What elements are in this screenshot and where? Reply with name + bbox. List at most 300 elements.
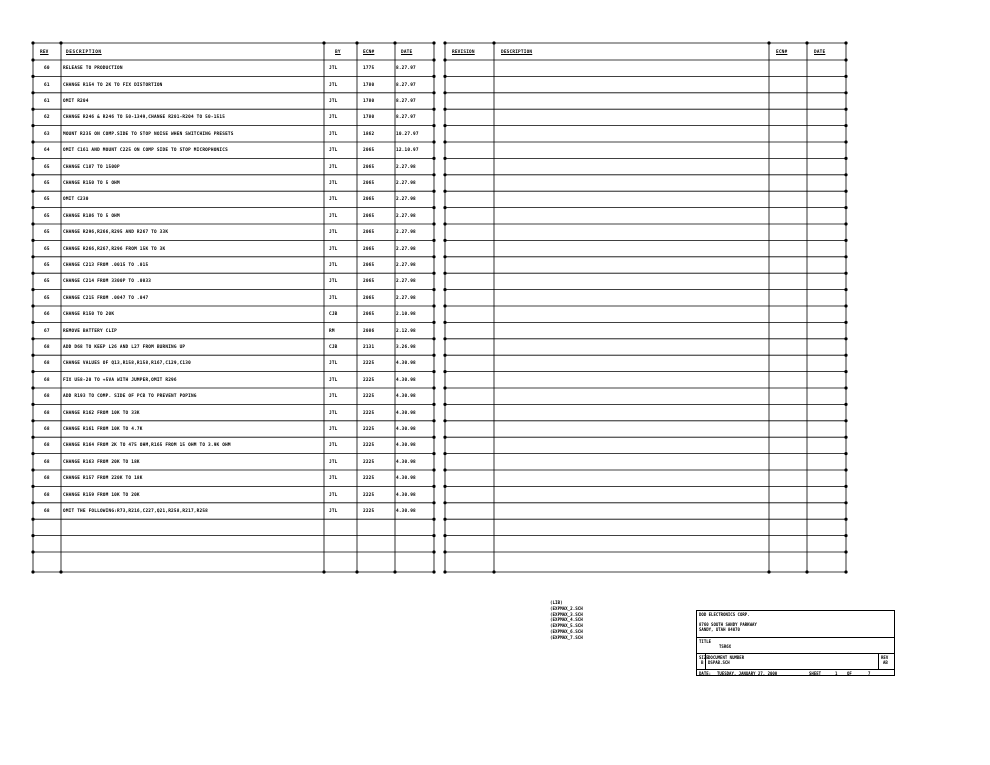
- junction-dot: [31, 304, 34, 307]
- cell-description: CHANGE VALUES OF Q13,R158,R158,R167,C129,C130: [63, 361, 191, 367]
- junction-dot: [443, 288, 446, 291]
- cell-date: 4.30.98: [396, 476, 416, 482]
- junction-dot: [443, 108, 446, 111]
- junction-dot: [432, 58, 435, 61]
- cell-ecn: 2225: [363, 394, 375, 400]
- cell-rev: 68: [44, 492, 50, 498]
- junction-dot: [31, 370, 34, 373]
- cell-by: JTL: [329, 164, 338, 170]
- header-revision: REVISION: [452, 50, 475, 55]
- cell-date: 4.30.98: [396, 361, 416, 367]
- junction-dot: [31, 321, 34, 324]
- cell-date: 8.27.97: [396, 82, 416, 88]
- junction-dot: [443, 255, 446, 258]
- cell-date: 8.27.97: [396, 115, 416, 121]
- junction-dot: [443, 518, 446, 521]
- cell-ecn: 1775: [363, 66, 375, 72]
- cell-rev: 67: [44, 328, 50, 334]
- cell-ecn: 2065: [363, 263, 375, 268]
- cell-description: CHANGE R163 FROM 20K TO 18K: [63, 459, 140, 465]
- junction-dot: [31, 206, 34, 209]
- junction-dot: [432, 41, 435, 44]
- cell-rev: 68: [44, 476, 50, 482]
- junction-dot: [844, 354, 847, 357]
- cell-description: CHANGE R154 TO 2K TO FIX DISTORTION: [63, 82, 163, 88]
- cell-ecn: 2225: [363, 492, 375, 498]
- junction-dot: [31, 534, 34, 537]
- cell-rev: 65: [44, 181, 50, 186]
- cell-ecn: 2225: [363, 509, 375, 514]
- junction-dot: [443, 304, 446, 307]
- junction-dot: [844, 272, 847, 275]
- cell-rev: 68: [44, 377, 50, 383]
- junction-dot: [844, 239, 847, 242]
- cell-ecn: 2065: [363, 279, 375, 285]
- of-label: OF: [847, 671, 852, 676]
- junction-dot: [805, 570, 808, 573]
- cell-description: FIX U58-20 TO +5VA WITH JUMPER,OMIT R296: [63, 377, 177, 383]
- cell-description: ADD D68 TO KEEP L26 AND L27 FROM BURNING UP: [63, 345, 186, 350]
- cell-ecn: 2065: [363, 295, 375, 301]
- library-entry: (EXPMAX_4.SCH: [550, 617, 583, 623]
- cell-description: MOUNT R235 ON COMP.SIDE TO STOP NOISE WHEN SWITCHING PRESETS: [63, 131, 234, 137]
- junction-dot: [432, 190, 435, 193]
- cell-ecn: 2225: [363, 410, 375, 416]
- junction-dot: [31, 255, 34, 258]
- junction-dot: [31, 75, 34, 78]
- cell-date: 8.27.97: [396, 66, 416, 72]
- junction-dot: [31, 108, 34, 111]
- cell-description: CHANGE R246 & R246 TO 50-1349,CHANGE R201-R204 TO 50-1515: [63, 115, 226, 121]
- cell-ecn: 2065: [363, 213, 375, 219]
- cell-rev: 61: [44, 82, 50, 88]
- junction-dot: [443, 75, 446, 78]
- cell-description: CHANGE R150 TO 20K: [63, 312, 115, 318]
- junction-dot: [31, 91, 34, 94]
- cell-date: 2.27.98: [396, 246, 416, 252]
- junction-dot: [432, 140, 435, 143]
- cell-date: 2.27.98: [396, 263, 416, 268]
- junction-dot: [443, 468, 446, 471]
- junction-dot: [844, 288, 847, 291]
- header-by: BY: [335, 50, 341, 55]
- library-entry: (EXPMAX_6.SCH: [550, 628, 583, 634]
- header-right-ecn: ECN#: [776, 50, 788, 55]
- junction-dot: [432, 337, 435, 340]
- cell-date: 3.26.98: [396, 345, 416, 350]
- company-address-2: SANDY, UTAH 84070: [699, 627, 740, 632]
- junction-dot: [443, 321, 446, 324]
- size-label: SIZE: [699, 655, 709, 660]
- cell-ecn: 2065: [363, 230, 375, 236]
- junction-dot: [443, 403, 446, 406]
- junction-dot: [844, 157, 847, 160]
- document-number-label: DOCUMENT NUMBER: [708, 655, 745, 660]
- cell-description: OMIT R204: [63, 99, 89, 104]
- cell-by: JTL: [329, 295, 338, 301]
- cell-date: 2.12.98: [396, 328, 416, 334]
- cell-by: JTL: [329, 279, 338, 285]
- cell-description: CHANGE R159 FROM 10K TO 20K: [63, 492, 140, 498]
- cell-ecn: 2225: [363, 361, 375, 367]
- cell-by: JTL: [329, 394, 338, 400]
- library-entry: (EXPMAX_7.SCH: [550, 634, 583, 640]
- junction-dot: [443, 501, 446, 504]
- junction-dot: [432, 288, 435, 291]
- cell-description: CHANGE C214 FROM 3300P TO .0033: [63, 279, 152, 285]
- junction-dot: [355, 570, 358, 573]
- junction-dot: [322, 570, 325, 573]
- cell-description: CHANGE C215 FROM .0047 TO .047: [63, 295, 149, 301]
- library-entry: (EXPMAX_3.SCH: [550, 611, 583, 617]
- junction-dot: [31, 452, 34, 455]
- cell-ecn: 2086: [363, 328, 375, 334]
- cell-ecn: 2065: [363, 246, 375, 252]
- sheet-value: 1: [835, 671, 838, 676]
- cell-rev: 68: [44, 410, 50, 416]
- cell-ecn: 2225: [363, 459, 375, 465]
- cell-ecn: 2065: [363, 148, 375, 154]
- junction-dot: [443, 58, 446, 61]
- cell-date: 2.27.98: [396, 197, 416, 203]
- junction-dot: [443, 485, 446, 488]
- junction-dot: [31, 518, 34, 521]
- cell-description: OMIT C161 AND MOUNT C225 ON COMP SIDE TO STOP MICROPHONICS: [63, 148, 228, 154]
- cell-ecn: 2225: [363, 443, 375, 449]
- header-right-description: DESCRIPTION: [501, 50, 533, 55]
- junction-dot: [31, 41, 34, 44]
- junction-dot: [844, 337, 847, 340]
- junction-dot: [432, 436, 435, 439]
- rev-label: REV: [881, 655, 889, 660]
- junction-dot: [31, 239, 34, 242]
- junction-dot: [31, 468, 34, 471]
- junction-dot: [432, 272, 435, 275]
- of-value: 7: [868, 671, 871, 676]
- cell-by: JTL: [329, 459, 338, 465]
- cell-description: OMIT C230: [63, 197, 89, 203]
- cell-rev: 68: [44, 509, 50, 514]
- junction-dot: [844, 485, 847, 488]
- cell-rev: 65: [44, 263, 50, 268]
- library-list: [550, 600, 583, 641]
- cell-ecn: 2225: [363, 427, 375, 432]
- junction-dot: [432, 518, 435, 521]
- junction-dot: [31, 222, 34, 225]
- junction-dot: [432, 255, 435, 258]
- junction-dot: [432, 321, 435, 324]
- cell-by: JTL: [329, 197, 338, 203]
- junction-dot: [443, 354, 446, 357]
- cell-ecn: 2065: [363, 181, 375, 186]
- junction-dot: [31, 272, 34, 275]
- cell-by: JTL: [329, 263, 338, 268]
- date-label: DATE:: [699, 671, 712, 676]
- cell-rev: 65: [44, 213, 50, 219]
- rev-value: AB: [883, 660, 888, 665]
- cell-ecn: 1862: [363, 131, 375, 137]
- junction-dot: [322, 41, 325, 44]
- junction-dot: [31, 288, 34, 291]
- cell-rev: 66: [44, 312, 50, 318]
- library-entry: (LIB): [550, 600, 563, 605]
- header-right-date: DATE: [814, 50, 826, 55]
- cell-rev: 65: [44, 279, 50, 285]
- junction-dot: [805, 41, 808, 44]
- cell-description: REMOVE BATTERY CLIP: [63, 328, 118, 334]
- title-block: [696, 610, 895, 676]
- junction-dot: [432, 75, 435, 78]
- cell-rev: 65: [44, 197, 50, 203]
- cell-description: CHANGE R186 TO 5 OHM: [63, 213, 120, 219]
- cell-by: JTL: [329, 246, 338, 252]
- junction-dot: [844, 75, 847, 78]
- cell-date: 12.10.97: [396, 148, 419, 154]
- document-value: DSPAB.SCH: [708, 660, 730, 665]
- junction-dot: [355, 41, 358, 44]
- junction-dot: [443, 173, 446, 176]
- junction-dot: [432, 419, 435, 422]
- junction-dot: [432, 501, 435, 504]
- cell-date: 2.27.98: [396, 164, 416, 170]
- cell-by: JTL: [329, 410, 338, 416]
- junction-dot: [443, 436, 446, 439]
- junction-dot: [844, 386, 847, 389]
- junction-dot: [31, 485, 34, 488]
- junction-dot: [432, 108, 435, 111]
- junction-dot: [844, 570, 847, 573]
- cell-rev: 65: [44, 164, 50, 170]
- junction-dot: [844, 550, 847, 553]
- junction-dot: [844, 419, 847, 422]
- junction-dot: [432, 354, 435, 357]
- cell-description: RELEASE TO PRODUCTION: [63, 66, 123, 72]
- junction-dot: [844, 108, 847, 111]
- junction-dot: [443, 124, 446, 127]
- junction-dot: [432, 534, 435, 537]
- junction-dot: [31, 570, 34, 573]
- header-date: DATE: [401, 50, 413, 55]
- cell-date: 10.27.97: [396, 131, 419, 137]
- junction-dot: [31, 173, 34, 176]
- header-ecn: ECN#: [363, 50, 375, 55]
- cell-by: JTL: [329, 66, 338, 72]
- cell-rev: 68: [44, 459, 50, 465]
- cell-by: RM: [329, 328, 335, 334]
- junction-dot: [443, 452, 446, 455]
- cell-by: JTL: [329, 509, 338, 514]
- company-address-1: 8760 SOUTH SANDY PARKWAY: [699, 622, 757, 627]
- title-value: TSR6X: [719, 644, 732, 649]
- junction-dot: [31, 501, 34, 504]
- cell-description: CHANGE R164 FROM 2K TO 475 OHM,R165 FROM 15 OHM TO 3.9K OHM: [63, 443, 231, 449]
- library-entry: (EXPMAX_5.SCH: [550, 623, 583, 629]
- junction-dot: [432, 304, 435, 307]
- junction-dot: [31, 354, 34, 357]
- junction-dot: [432, 206, 435, 209]
- junction-dot: [443, 157, 446, 160]
- cell-rev: 61: [44, 99, 50, 104]
- size-value: B: [701, 660, 704, 665]
- junction-dot: [767, 41, 770, 44]
- junction-dot: [844, 370, 847, 373]
- junction-dot: [844, 41, 847, 44]
- cell-date: 2.27.98: [396, 230, 416, 236]
- cell-rev: 64: [44, 148, 50, 154]
- cell-description: CHANGE R296,R266,R295 AND R267 TO 33K: [63, 230, 169, 236]
- junction-dot: [432, 173, 435, 176]
- junction-dot: [492, 570, 495, 573]
- junction-dot: [432, 550, 435, 553]
- junction-dot: [443, 272, 446, 275]
- cell-by: JTL: [329, 82, 338, 88]
- junction-dot: [31, 337, 34, 340]
- cell-by: JTL: [329, 230, 338, 236]
- cell-rev: 68: [44, 345, 50, 350]
- junction-dot: [432, 222, 435, 225]
- cell-ecn: 1780: [363, 99, 375, 104]
- junction-dot: [31, 386, 34, 389]
- cell-description: OMIT THE FOLLOWING:R73,R216,C227,Q21,R258,R217,R258: [63, 509, 209, 514]
- junction-dot: [844, 140, 847, 143]
- cell-by: JTL: [329, 427, 338, 432]
- title-label: TITLE: [699, 639, 712, 644]
- cell-ecn: 2131: [363, 345, 375, 350]
- junction-dot: [31, 419, 34, 422]
- junction-dot: [844, 222, 847, 225]
- junction-dot: [432, 370, 435, 373]
- junction-dot: [443, 386, 446, 389]
- company-name: DOD ELECTRONICS CORP.: [699, 612, 750, 617]
- cell-rev: 62: [44, 115, 50, 121]
- junction-dot: [443, 337, 446, 340]
- cell-date: 4.30.98: [396, 377, 416, 383]
- junction-dot: [31, 436, 34, 439]
- cell-rev: 68: [44, 361, 50, 367]
- cell-rev: 63: [44, 131, 50, 137]
- junction-dot: [443, 140, 446, 143]
- cell-description: CHANGE C213 FROM .0015 TO .015: [63, 263, 149, 268]
- junction-dot: [31, 157, 34, 160]
- junction-dot: [432, 403, 435, 406]
- cell-description: ADD R193 TO COMP. SIDE OF PCB TO PREVENT POPING: [63, 394, 197, 400]
- junction-dot: [443, 419, 446, 422]
- cell-by: JTL: [329, 377, 338, 383]
- junction-dot: [443, 370, 446, 373]
- cell-ecn: 1780: [363, 82, 375, 88]
- cell-rev: 68: [44, 443, 50, 449]
- junction-dot: [443, 190, 446, 193]
- cell-date: 2.27.98: [396, 181, 416, 186]
- cell-ecn: 2065: [363, 164, 375, 170]
- cell-rev: 60: [44, 66, 50, 72]
- junction-dot: [443, 206, 446, 209]
- cell-ecn: 2065: [363, 197, 375, 203]
- junction-dot: [844, 518, 847, 521]
- junction-dot: [443, 550, 446, 553]
- header-description: DESCRIPTION: [66, 50, 102, 55]
- junction-dot: [443, 534, 446, 537]
- cell-date: 4.30.98: [396, 394, 416, 400]
- junction-dot: [844, 255, 847, 258]
- junction-dot: [844, 58, 847, 61]
- junction-dot: [31, 403, 34, 406]
- junction-dot: [844, 468, 847, 471]
- junction-dot: [443, 570, 446, 573]
- junction-dot: [31, 58, 34, 61]
- junction-dot: [59, 570, 62, 573]
- cell-description: CHANGE R161 FROM 10K TO 4.7K: [63, 427, 143, 432]
- cell-description: CHANGE R157 FROM 220K TO 18K: [63, 476, 143, 482]
- cell-by: JTL: [329, 476, 338, 482]
- sheet-label: SHEET: [809, 671, 822, 676]
- junction-dot: [432, 386, 435, 389]
- cell-description: CHANGE R266,R267,R296 FROM 15K TO 3K: [63, 246, 166, 252]
- cell-description: CHANGE C187 TO 1500P: [63, 164, 120, 170]
- junction-dot: [432, 91, 435, 94]
- junction-dot: [432, 485, 435, 488]
- cell-date: 2.10.98: [396, 312, 416, 318]
- junction-dot: [844, 304, 847, 307]
- cell-date: 4.30.98: [396, 509, 416, 514]
- junction-dot: [31, 124, 34, 127]
- junction-dot: [844, 436, 847, 439]
- junction-dot: [443, 91, 446, 94]
- junction-dot: [844, 124, 847, 127]
- junction-dot: [443, 222, 446, 225]
- cell-date: 2.27.98: [396, 213, 416, 219]
- cell-rev: 68: [44, 427, 50, 432]
- date-value: TUESDAY, JANUARY 27, 2000: [717, 671, 778, 676]
- cell-date: 8.27.97: [396, 99, 416, 104]
- cell-by: JTL: [329, 148, 338, 154]
- junction-dot: [844, 403, 847, 406]
- cell-description: CHANGE R150 TO 5 OHM: [63, 181, 120, 186]
- junction-dot: [844, 534, 847, 537]
- junction-dot: [432, 124, 435, 127]
- cell-date: 2.27.98: [396, 295, 416, 301]
- junction-dot: [844, 321, 847, 324]
- cell-by: JTL: [329, 181, 338, 186]
- junction-dot: [492, 41, 495, 44]
- library-entry: (EXPMAX_2.SCH: [550, 605, 583, 611]
- cell-by: JTL: [329, 361, 338, 367]
- junction-dot: [31, 140, 34, 143]
- cell-by: CJB: [329, 312, 338, 318]
- junction-dot: [844, 190, 847, 193]
- cell-ecn: 2225: [363, 476, 375, 482]
- cell-by: JTL: [329, 492, 338, 498]
- junction-dot: [393, 41, 396, 44]
- header-rev: REV: [40, 50, 49, 55]
- junction-dot: [443, 41, 446, 44]
- junction-dot: [443, 239, 446, 242]
- cell-rev: 68: [44, 394, 50, 400]
- cell-date: 4.30.98: [396, 427, 416, 432]
- cell-by: JTL: [329, 443, 338, 449]
- cell-ecn: 2065: [363, 312, 375, 318]
- junction-dot: [432, 452, 435, 455]
- junction-dot: [844, 206, 847, 209]
- cell-by: JTL: [329, 99, 338, 104]
- cell-rev: 65: [44, 295, 50, 301]
- cell-date: 4.30.98: [396, 492, 416, 498]
- junction-dot: [432, 157, 435, 160]
- cell-date: 4.30.98: [396, 410, 416, 416]
- cell-ecn: 2225: [363, 377, 375, 383]
- cell-by: JTL: [329, 131, 338, 137]
- cell-rev: 65: [44, 246, 50, 252]
